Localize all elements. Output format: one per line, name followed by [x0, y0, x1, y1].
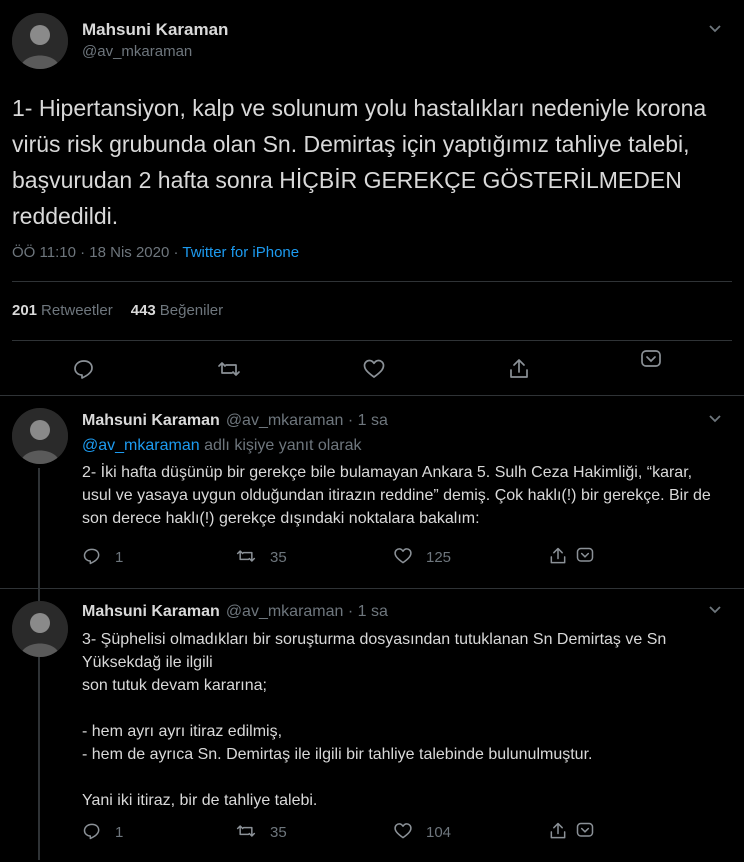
author-handle[interactable]: @av_mkaraman · 1 sa	[225, 412, 388, 429]
like-icon[interactable]	[393, 821, 413, 841]
author-name[interactable]: Mahsuni Karaman	[82, 412, 220, 429]
like-count: 125	[426, 549, 452, 566]
author-name[interactable]: Mahsuni Karaman	[82, 603, 220, 620]
tweet-source[interactable]: Twitter for iPhone	[182, 244, 300, 261]
author-name[interactable]: Mahsuni Karaman	[82, 20, 229, 39]
share-icon[interactable]	[548, 821, 568, 841]
avatar[interactable]	[12, 408, 68, 464]
chevron-down-icon[interactable]	[707, 410, 723, 426]
reply-icon[interactable]	[72, 357, 96, 381]
tweet-text: 2- İki hafta düşünüp bir gerekçe bile bulamayan Ankara 5. Sulh Ceza Hakimliği, “karar, usul ve yasaya uygun olduğundan itirazın reddine” demiş. Çok haklı(!) bir gerekçe. Bir de son derece haklı(!) gerekçe dışındaki noktalara bakalım:	[82, 464, 711, 527]
divider	[0, 588, 744, 589]
tweet-time[interactable]: ÖÖ 11:10 · 18 Nis 2020 ·	[12, 244, 183, 261]
tweet-meta	[12, 244, 299, 261]
like-count: 104	[426, 824, 452, 841]
like-icon[interactable]	[362, 357, 386, 381]
retweets-count: 201	[12, 302, 38, 319]
chevron-down-icon[interactable]	[707, 601, 723, 617]
replying-to-handle[interactable]: @av_mkaraman	[82, 437, 200, 454]
tweet-text: 3- Şüphelisi olmadıkları bir soruşturma dosyasından tutuklanan Sn Demirtaş ve Sn Yüksekdağ ile ilgili son tutuk devam kararına; - hem ayrı ayrı itiraz edilmiş, - hem de ayrıca Sn. Demirtaş ile ilgili bir tahliye talebinde bulunulmuştur. Yani iki itiraz, bir de tahliye talebi.	[82, 631, 667, 809]
likes-count: 443	[130, 302, 156, 319]
replying-to	[82, 437, 361, 455]
likes-stat[interactable]	[131, 302, 223, 319]
retweet-icon[interactable]	[236, 546, 256, 566]
share-icon[interactable]	[548, 546, 568, 566]
retweets-label: Retweetler	[41, 302, 113, 319]
retweet-count: 35	[270, 824, 287, 841]
like-icon[interactable]	[393, 546, 413, 566]
author-handle[interactable]: @av_mkaraman	[82, 43, 193, 60]
reply-header	[82, 603, 388, 621]
thread-line	[38, 468, 40, 860]
bookmark-icon[interactable]	[575, 546, 595, 566]
chevron-down-icon[interactable]	[707, 20, 723, 36]
tweet-text: 1- Hipertansiyon, kalp ve solunum yolu hastalıkları nedeniyle korona virüs risk grubunda olan Sn. Demirtaş için yaptığımız tahliye talebi, başvurudan 2 hafta sonra HİÇBİR GEREKÇE GÖSTERİLMEDEN reddedildi.	[12, 95, 707, 229]
engagement-counts	[12, 302, 223, 319]
retweet-icon[interactable]	[236, 821, 256, 841]
avatar[interactable]	[12, 601, 68, 657]
likes-label: Beğeniler	[159, 302, 224, 319]
divider	[0, 395, 744, 396]
retweet-icon[interactable]	[217, 357, 241, 381]
bookmark-icon[interactable]	[575, 821, 595, 841]
avatar[interactable]	[12, 13, 68, 69]
reply-icon[interactable]	[82, 821, 102, 841]
share-icon[interactable]	[507, 357, 531, 381]
reply-header	[82, 412, 388, 430]
replying-to-label: adlı kişiye yanıt olarak	[199, 437, 362, 454]
reply-count: 1	[115, 824, 124, 841]
bookmark-icon[interactable]	[639, 348, 663, 372]
reply-count: 1	[115, 549, 124, 566]
divider	[12, 281, 732, 282]
retweet-count: 35	[270, 549, 287, 566]
reply-icon[interactable]	[82, 546, 102, 566]
retweets-stat[interactable]	[12, 302, 113, 319]
divider	[12, 340, 732, 341]
author-handle[interactable]: @av_mkaraman · 1 sa	[225, 603, 388, 620]
